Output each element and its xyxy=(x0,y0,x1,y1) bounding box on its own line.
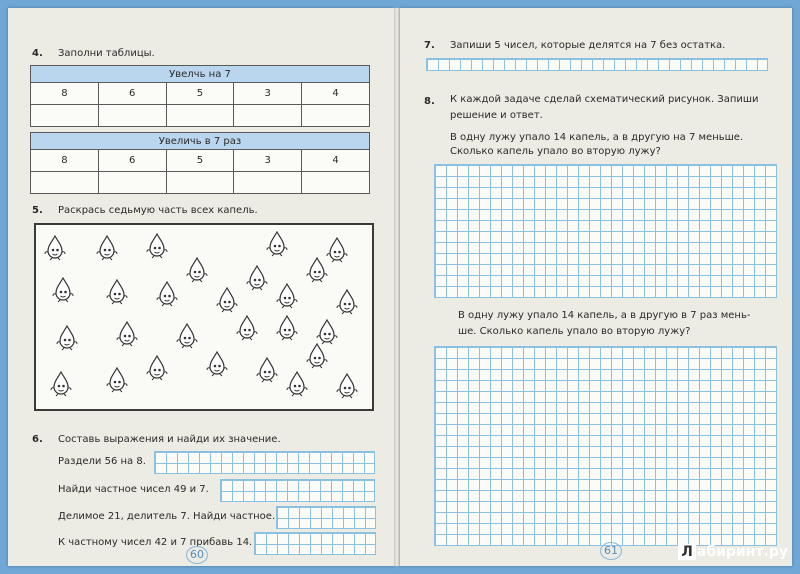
task-6-item: К частному чисел 42 и 7 прибавь 14. xyxy=(58,537,253,548)
table-1-cell: 4 xyxy=(302,83,370,105)
problem-1-line-2: Сколько капель упало во вторую лужу? xyxy=(450,146,661,157)
answer-grid[interactable] xyxy=(426,58,768,71)
raindrop-icon[interactable] xyxy=(156,281,178,307)
task-6-number: 6. xyxy=(32,434,43,445)
task-8-text-line-1: К каждой задаче сделай схематический рисунок. Запиши xyxy=(450,94,759,105)
raindrop-icon[interactable] xyxy=(266,231,288,257)
table-1-cell: 3 xyxy=(234,83,302,105)
table-2-answer-cell[interactable] xyxy=(31,172,99,194)
raindrop-icon[interactable] xyxy=(206,351,228,377)
raindrop-icon[interactable] xyxy=(336,373,358,399)
task-4-number: 4. xyxy=(32,48,43,59)
drawing-grid-1[interactable] xyxy=(434,164,777,298)
task-6-text: Составь выражения и найди их значение. xyxy=(58,434,281,445)
task-6-item: Делимое 21, делитель 7. Найди частное. xyxy=(58,511,276,522)
increase-by-7-table xyxy=(30,65,370,127)
raindrop-icon[interactable] xyxy=(186,257,208,283)
raindrop-icon[interactable] xyxy=(106,367,128,393)
task-7-number: 7. xyxy=(424,40,435,51)
table-2-cell: 5 xyxy=(166,150,234,172)
raindrop-icon[interactable] xyxy=(306,343,328,369)
table-1-cell: 8 xyxy=(31,83,99,105)
raindrop-icon[interactable] xyxy=(176,323,198,349)
raindrop-icon[interactable] xyxy=(146,355,168,381)
table-2-answer-cell[interactable] xyxy=(166,172,234,194)
raindrop-icon[interactable] xyxy=(216,287,238,313)
labirint-logo-mark: Л xyxy=(678,544,696,560)
raindrop-icon[interactable] xyxy=(236,315,258,341)
raindrop-icon[interactable] xyxy=(246,265,268,291)
task-5-number: 5. xyxy=(32,205,43,216)
labirint-logo-text: абиринт.ру xyxy=(696,544,788,560)
raindrop-icon[interactable] xyxy=(44,235,66,261)
table-1-answer-cell[interactable] xyxy=(98,105,166,127)
multiply-by-7-table xyxy=(30,132,370,194)
raindrop-icon[interactable] xyxy=(316,319,338,345)
table-2-cell: 8 xyxy=(31,150,99,172)
raindrop-icon[interactable] xyxy=(146,233,168,259)
table-2-answer-cell[interactable] xyxy=(234,172,302,194)
raindrop-icon[interactable] xyxy=(306,257,328,283)
table-1-answer-cell[interactable] xyxy=(234,105,302,127)
table-2-answer-cell[interactable] xyxy=(302,172,370,194)
problem-1-line-1: В одну лужу упало 14 капель, а в другую на 7 меньше. xyxy=(450,132,744,143)
task-6-item: Найди частное чисел 49 и 7. xyxy=(58,484,209,495)
task-8-number: 8. xyxy=(424,96,435,107)
task-5-text: Раскрась седьмую часть всех капель. xyxy=(58,205,258,216)
raindrop-icon[interactable] xyxy=(106,279,128,305)
task-6-item: Раздели 56 на 8. xyxy=(58,456,146,467)
table-1-cell: 6 xyxy=(98,83,166,105)
task-8-text-line-2: решение и ответ. xyxy=(450,110,543,121)
problem-2-line-2: ше. Сколько капель упало во вторую лужу? xyxy=(458,326,691,337)
raindrop-icon[interactable] xyxy=(52,277,74,303)
raindrop-icon[interactable] xyxy=(116,321,138,347)
raindrop-icon[interactable] xyxy=(336,289,358,315)
raindrop-icon[interactable] xyxy=(276,315,298,341)
page-number-61: 61 xyxy=(600,542,622,560)
drawing-grid-2[interactable] xyxy=(434,346,777,546)
problem-2-line-1: В одну лужу упало 14 капель, а в другую в 7 раз мень- xyxy=(458,310,751,321)
answer-grid[interactable] xyxy=(154,451,375,474)
raindrop-icon[interactable] xyxy=(276,283,298,309)
raindrop-icon[interactable] xyxy=(256,357,278,383)
table-2-header: Увеличь в 7 раз xyxy=(31,133,370,150)
labirint-logo xyxy=(678,544,788,560)
task-7-text: Запиши 5 чисел, которые делятся на 7 без остатка. xyxy=(450,40,726,51)
answer-grid[interactable] xyxy=(254,532,376,555)
raindrop-icon[interactable] xyxy=(286,371,308,397)
table-2-cell: 3 xyxy=(234,150,302,172)
table-2-cell: 4 xyxy=(302,150,370,172)
page-number-60: 60 xyxy=(186,546,208,564)
raindrop-icon[interactable] xyxy=(50,371,72,397)
answer-grid[interactable] xyxy=(220,479,375,502)
left-page xyxy=(8,8,394,566)
table-1-cell: 5 xyxy=(166,83,234,105)
raindrop-icon[interactable] xyxy=(56,325,78,351)
table-1-answer-cell[interactable] xyxy=(302,105,370,127)
right-page xyxy=(400,8,792,566)
answer-grid[interactable] xyxy=(276,506,376,529)
raindrop-icon[interactable] xyxy=(326,237,348,263)
table-1-answer-cell[interactable] xyxy=(31,105,99,127)
table-2-answer-cell[interactable] xyxy=(98,172,166,194)
table-1-answer-cell[interactable] xyxy=(166,105,234,127)
table-1-header: Увелчь на 7 xyxy=(31,66,370,83)
table-2-cell: 6 xyxy=(98,150,166,172)
raindrop-icon[interactable] xyxy=(96,235,118,261)
task-4-text: Заполни таблицы. xyxy=(58,48,155,59)
raindrops-box xyxy=(34,223,374,411)
